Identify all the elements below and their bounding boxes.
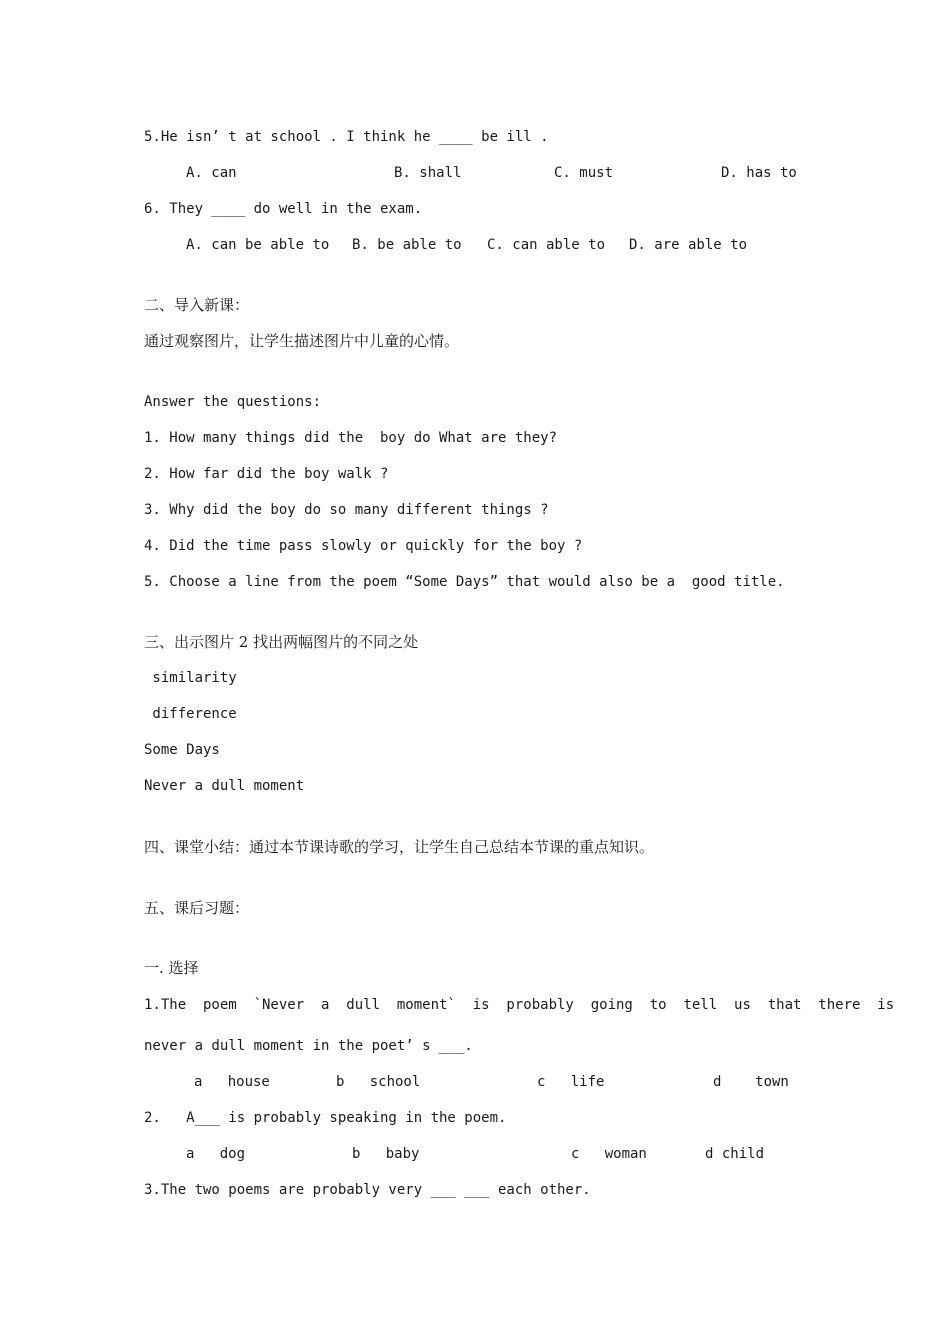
section-5-subheading: 一. 选择 [144, 959, 199, 977]
section-3-item-similarity: similarity [144, 670, 237, 686]
exercise-2-option-d: d child [705, 1146, 765, 1162]
exercise-2-option-a: a dog [186, 1146, 246, 1162]
section-2-question-1: 1. How many things did the boy do What are they? [144, 430, 558, 446]
section-2-heading: 二、导入新课： [144, 296, 250, 314]
section-3-item-difference: difference [144, 706, 237, 722]
q5-option-d: D. has to [721, 165, 797, 181]
q6-option-a: A. can be able to [186, 237, 330, 253]
q6-option-b: B. be able to [352, 237, 462, 253]
q5-option-c: C. must [554, 165, 614, 181]
exercise-3-stem: 3.The two poems are probably very ___ ___ each other. [144, 1182, 591, 1198]
exercise-2-option-c: c woman [571, 1146, 647, 1162]
exercise-1-line-1: 1.The poem `Never a dull moment` is probably going to tell us that there is [144, 997, 895, 1013]
section-2-question-3: 3. Why did the boy do so many different things ? [144, 502, 549, 518]
section-2-question-4: 4. Did the time pass slowly or quickly for the boy ? [144, 538, 583, 554]
exercise-1-option-d: d town [713, 1074, 789, 1090]
section-3-heading: 三、出示图片 2 找出两幅图片的不同之处 [144, 633, 419, 651]
exercise-1-option-b: b school [336, 1074, 421, 1090]
section-3-item-some-days: Some Days [144, 742, 220, 758]
section-2-prompt: Answer the questions: [144, 394, 322, 410]
section-2-question-2: 2. How far did the boy walk ? [144, 466, 389, 482]
exercise-2-option-b: b baby [352, 1146, 420, 1162]
section-3-item-never-dull: Never a dull moment [144, 778, 305, 794]
question-6-stem: 6. They ____ do well in the exam. [144, 201, 423, 217]
q6-option-d: D. are able to [629, 237, 748, 253]
section-2-intro: 通过观察图片，让学生描述图片中儿童的心情。 [144, 332, 460, 350]
exercise-1-option-c: c life [537, 1074, 605, 1090]
q5-option-a: A. can [186, 165, 237, 181]
exercise-1-option-a: a house [194, 1074, 270, 1090]
q5-option-b: B. shall [394, 165, 462, 181]
section-4-summary: 四、课堂小结：通过本节课诗歌的学习，让学生自己总结本节课的重点知识。 [144, 838, 655, 856]
q6-option-c: C. can able to [487, 237, 606, 253]
section-5-heading: 五、课后习题： [144, 899, 250, 917]
exercise-1-line-2: never a dull moment in the poet’ s ___. [144, 1038, 473, 1054]
exercise-2-stem: 2. A___ is probably speaking in the poem. [144, 1110, 507, 1126]
section-2-question-5: 5. Choose a line from the poem “Some Days” that would also be a good title. [144, 574, 785, 590]
question-5-stem: 5.He isn’ t at school . I think he ____ be ill . [144, 129, 549, 145]
